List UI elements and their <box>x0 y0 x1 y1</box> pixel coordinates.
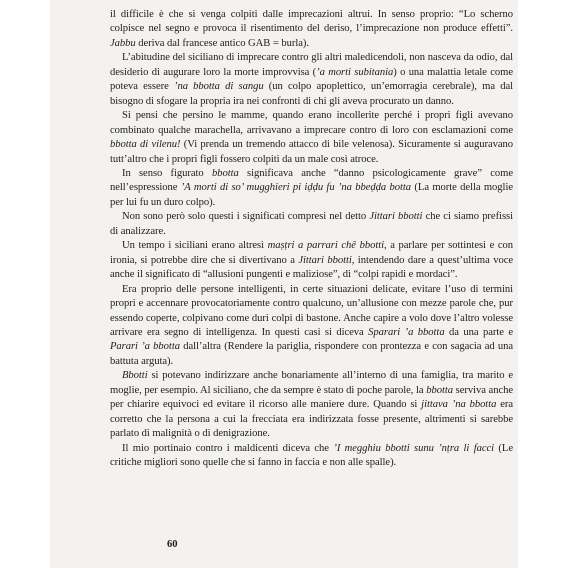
italic-term: maṣṭri a parrari chê bbotti <box>267 240 384 252</box>
italic-term: Parari ’a bbotta <box>110 341 180 353</box>
paragraph <box>110 109 513 167</box>
text-run: Un tempo i siciliani erano altresì <box>122 240 268 252</box>
text-run: si potevano indirizzare anche bonariamente all’interno di una famiglia, tra marito e moglie, per esempio. Al siciliano, che da sempre è stato di poche parole, la <box>110 370 513 396</box>
paragraph <box>110 369 513 441</box>
paragraph <box>110 442 513 471</box>
text-run: Era proprio delle persone intelligenti, in certe situazioni delicate, evitare l’uso di termini propri e accennare provocatoriamente contro qualcuno, un’allusione con mezze parole che, pur essendo coperte, colpivano come duri colpi di bastone. Anche capire a volo dove l’altro volesse arrivare era segno di intelligenza. In questi casi si diceva <box>110 283 513 338</box>
text-run: Non sono però solo questi i significati compresi nel detto <box>122 211 370 223</box>
text-run: In senso figurato <box>122 167 212 179</box>
paragraph <box>110 51 513 109</box>
italic-term: Bbotti <box>122 370 148 382</box>
text-run: ) o una malattia letale come poteva essere <box>110 66 513 93</box>
paragraph <box>110 167 513 210</box>
text-run: (Le critiche migliori sono quelle che si fanno in faccia e non alle spalle). <box>110 442 513 469</box>
body-text <box>110 8 513 471</box>
text-run: (La morte della moglie per lui fu un duro colpo). <box>110 182 513 208</box>
text-run: il difficile è che si venga colpiti dalle imprecazioni altrui. In senso proprio: “Lo scherno colpisce nel segno e provoca il risentimento del deriso, l’imprecazione non produce effetti”. <box>110 9 513 35</box>
italic-term: bbotta di vilenu! <box>110 139 181 151</box>
text-run: , intendendo dare a quest’ultima voce anche il significato di “allusioni pungenti e maliziose”, di “colpi rapidi e mordaci”. <box>110 254 514 281</box>
text-run: da una parte e <box>444 326 513 338</box>
text-run: L’abitudine del siciliano di imprecare contro gli altri maledicendoli, non nasceva da odio, dal desiderio di augurare loro la morte improvvisa ( <box>110 52 513 78</box>
text-run: serviva anche per chiarire equivoci ed evitare il ricorso alle maniere dure. Quando si <box>110 384 513 411</box>
italic-term: Jittari bbotti <box>369 211 423 223</box>
text-run: significava anche “danno psicologicamente grave” come nell’espressione <box>110 167 513 194</box>
italic-term: ’a morti subitania <box>316 66 394 78</box>
paragraph <box>110 283 513 370</box>
text-run: era corretto che la persona a cui la frecciata era indirizzata fosse presente, altrimenti si sarebbe parlato di malignità o di denigrazione. <box>110 399 513 440</box>
book-page <box>50 0 518 568</box>
italic-term: bbotta <box>426 384 454 396</box>
text-run: , a parlare per sottintesi e con ironia, si potrebbe dire che si divertivano a <box>110 240 513 266</box>
text-run: deriva dal francese antico GAB = burla). <box>135 37 309 49</box>
paragraph <box>110 8 513 51</box>
italic-term: Jittari bbotti <box>298 254 352 266</box>
paragraph <box>110 239 513 282</box>
italic-term: jittava ’na bbotta <box>421 399 497 411</box>
text-run: che ci siamo prefissi di analizzare. <box>110 211 513 237</box>
italic-term: ’I megghiu bbotti sunu ’nṭra li facci <box>333 442 495 454</box>
italic-term: ’na bbotta di sangu <box>173 81 264 93</box>
page-number: 60 <box>167 539 178 550</box>
italic-term: bbotta <box>211 167 239 179</box>
text-run: Si pensi che persino le mamme, quando erano incollerite perché i propri figli avevano combinato qualche marachella, arrivavano a imprecare contro di loro con esclamazioni come <box>110 110 513 136</box>
text-run: dall’altra (Rendere la pariglia, rispondere con prontezza e con sagacia ad una battuta arguta). <box>110 341 513 367</box>
italic-term: ’A morti di so’ mugghieri pi iḍḍu fu ’na bbeḍḍa botta <box>180 182 412 194</box>
paragraph <box>110 210 513 239</box>
text-run: (un colpo apoplettico, un’emorragia cerebrale), ma dal bisogno di sfogare la propria ira nei confronti di chi gli aveva procurato un danno. <box>110 81 514 107</box>
italic-term: Jabbu <box>110 37 136 49</box>
text-run: Il mio portinaio contro i maldicenti diceva che <box>122 442 334 454</box>
text-run: (Vi prenda un tremendo attacco di bile velenosa). Sicuramente si auguravano tutt’altro che i propri figli fossero colpiti da un male così atroce. <box>110 139 513 165</box>
italic-term: Sparari ’a bbotta <box>368 326 445 338</box>
